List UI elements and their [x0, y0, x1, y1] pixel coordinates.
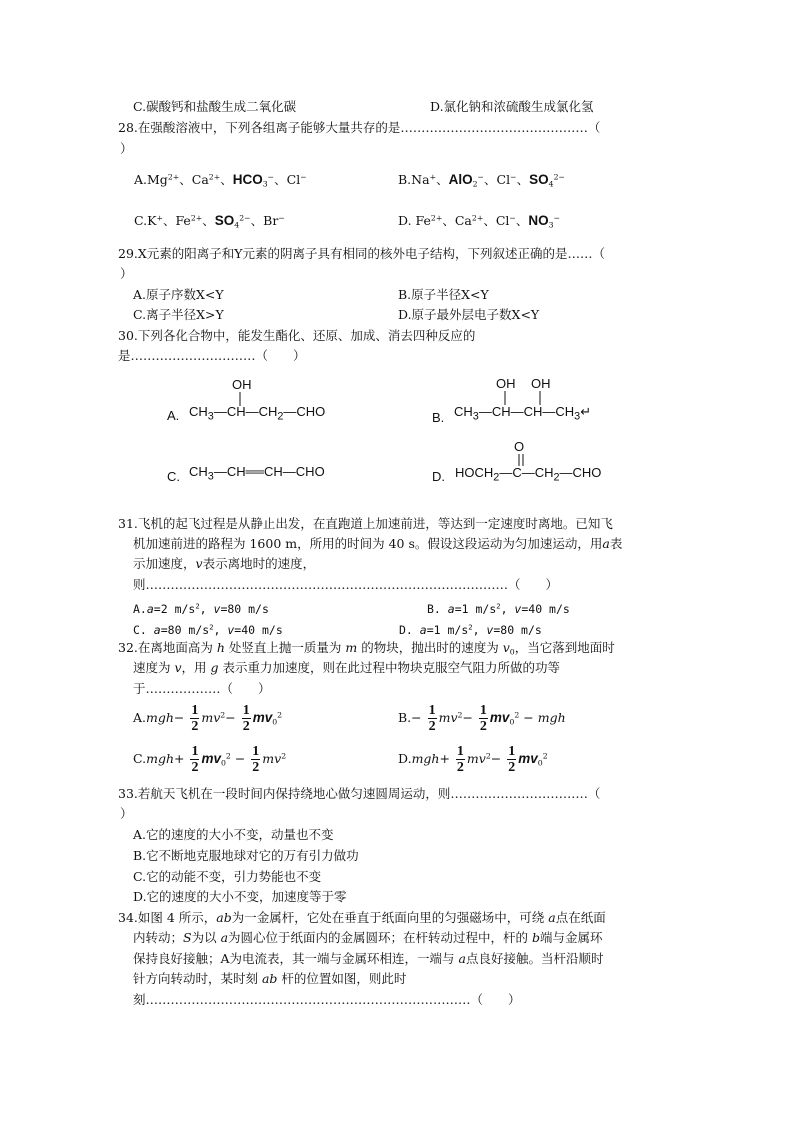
- q31-stem: 31.飞机的起飞过程是从静止出发，在直跑道上加速前进，等达到一定速度时离地。已知飞: [118, 516, 613, 531]
- q33-stem-tail: ）: [120, 806, 133, 821]
- q30-stem-tail: 是…………………………（ ）: [118, 348, 306, 363]
- fraction: $\frac{1}{2}$: [191, 703, 199, 734]
- q28-stem-tail: ）: [120, 141, 133, 156]
- q30-option-a-label: A.: [167, 408, 180, 423]
- q28-option-b: B.Na+、AlO$_2$−、Cl−、$SO_4^{2-}$: [398, 172, 565, 189]
- q31-stem-2: 机加速前进的路程为 1600 m，所用的时间为 40 s。假设这段运动为匀加速运动，用a表: [133, 536, 623, 551]
- q32-option-b: B.− $\frac{1}{2}$ $mv^2-$ $\frac{1}{2}$ $mv_0^2$ − mgh: [398, 703, 566, 734]
- q28-stem: 28.在强酸溶液中，下列各组离子能够大量共存的是………………………………………（: [118, 120, 601, 135]
- q29-option-b: B.原子半径X<Y: [398, 287, 489, 302]
- fraction: $\frac{1}{2}$: [252, 744, 260, 775]
- q30-stem: 30.下列各化合物中，能发生酯化、还原、加成、消去四种反应的: [118, 328, 476, 343]
- q30-option-c-label: C.: [167, 469, 180, 484]
- q27-option-d: D.氯化钠和浓硫酸生成氯化氢: [430, 99, 594, 114]
- q27-option-c: C.碳酸钙和盐酸生成二氧化碳: [133, 99, 297, 114]
- q30-b-chain: $CH_3—CH—CH—CH_3↵$: [454, 404, 592, 423]
- q31-option-d: D. a=1 $m/s^2$, v=80 m/s: [399, 622, 542, 637]
- q30-option-b-label: B.: [432, 410, 445, 425]
- q30-c-chain: $CH_3—CH══CH—CHO$: [189, 464, 325, 483]
- q33-option-b: B.它不断地克服地球对它的万有引力做功: [133, 848, 359, 863]
- q33-option-a: A.它的速度的大小不变，动量也不变: [133, 827, 334, 842]
- q31-option-c: C. a=80 $m/s^2$, v=40 m/s: [133, 622, 283, 637]
- q32-stem: 32.在离地面高为 h 处竖直上抛一质量为 m 的物块，抛出时的速度为 $v_0$，当它落到地面时: [118, 640, 615, 657]
- q31-stem-4: 则……………………………………………………………………………（ ）: [133, 577, 559, 592]
- fraction: $\frac{1}{2}$: [242, 703, 250, 734]
- q30-a-oh: OH: [232, 377, 252, 392]
- q30-d-chain: $HOCH_2—C—CH_2—CHO$: [455, 465, 602, 484]
- q34-stem: 34.如图 4 所示，ab为一金属杆，它处在垂直于纸面向里的匀强磁场中，可绕 a点在纸面: [118, 910, 606, 925]
- q28-option-c: C.K+、$Fe^{2+}$、$SO_4^{2-}$、Br−: [134, 213, 285, 230]
- q31-stem-3: 示加速度，v表示离地时的速度，: [133, 556, 316, 571]
- fraction: $\frac{1}{2}$: [191, 744, 199, 775]
- q33-option-c: C.它的动能不变，引力势能也不变: [133, 869, 322, 884]
- q33-option-d: D.它的速度的大小不变，加速度等于零: [133, 889, 347, 904]
- q30-option-d-label: D.: [432, 469, 445, 484]
- q31-option-a: A.a=2 $m/s^2$, v=80 m/s: [133, 601, 269, 616]
- fraction: $\frac{1}{2}$: [456, 744, 464, 775]
- q31-option-b: B. a=1 $m/s^2$, v=40 m/s: [427, 601, 570, 616]
- q29-stem: 29.X元素的阳离子和Y元素的阴离子具有相同的核外电子结构，下列叙述正确的是……（: [118, 246, 606, 261]
- fraction: $\frac{1}{2}$: [479, 703, 487, 734]
- fraction: $\frac{1}{2}$: [428, 703, 436, 734]
- q33-stem: 33.若航天飞机在一段时间内保持绕地心做匀速圆周运动，则……………………………（: [118, 786, 601, 801]
- q34-stem-5: 刻……………………………………………………………………（ ）: [133, 992, 521, 1007]
- q30-b-oh-2: OH: [531, 376, 551, 391]
- q34-stem-3: 保持良好接触；A为电流表，其一端与金属环相连，一端与 a点良好接触。当杆沿顺时: [133, 951, 604, 966]
- q32-stem-3: 于………………（ ）: [133, 681, 271, 696]
- q30-b-oh-1: OH: [496, 376, 516, 391]
- q30-a-chain: $CH_3—CH—CH_2—CHO$: [189, 404, 326, 423]
- q34-stem-4: 针方向转动时，某时刻 ab 杆的位置如图，则此时: [133, 971, 407, 986]
- q29-option-a: A.原子序数X<Y: [133, 287, 224, 302]
- q32-option-c: C.mgh+ $\frac{1}{2}$ $mv_0^2$ − $\frac{1}{2}$ $mv^2$: [133, 744, 287, 775]
- q32-option-a: A.mgh− $\frac{1}{2}$ $mv^2-$ $\frac{1}{2}$ $mv_0^2$: [133, 703, 283, 734]
- q29-stem-tail: ）: [120, 266, 133, 281]
- fraction: $\frac{1}{2}$: [508, 744, 516, 775]
- q32-option-d: D.mgh+ $\frac{1}{2}$ $mv^2-$ $\frac{1}{2}$ $mv_0^2$: [398, 744, 548, 775]
- q29-option-c: C.离子半径X>Y: [133, 307, 224, 322]
- q29-option-d: D.原子最外层电子数X<Y: [398, 307, 540, 322]
- q34-stem-2: 内转动；S为以 a为圆心位于纸面内的金属圆环；在杆转动过程中，杆的 b端与金属环: [133, 930, 603, 945]
- q32-stem-2: 速度为 v，用 g 表示重力加速度，则在此过程中物块克服空气阻力所做的功等: [133, 660, 561, 675]
- q30-b-bond-vertical-1: [503, 391, 507, 405]
- q30-d-oxygen: O: [514, 439, 525, 454]
- q28-option-d: D. $Fe^{2+}$、$Ca^{2+}$、Cl−、$NO_3^-$: [398, 213, 561, 230]
- q28-option-a: $A.Mg^{2+}$、$Ca^{2+}$、$HCO_3^-$、Cl−: [134, 172, 307, 189]
- q30-b-bond-vertical-2: [538, 391, 542, 405]
